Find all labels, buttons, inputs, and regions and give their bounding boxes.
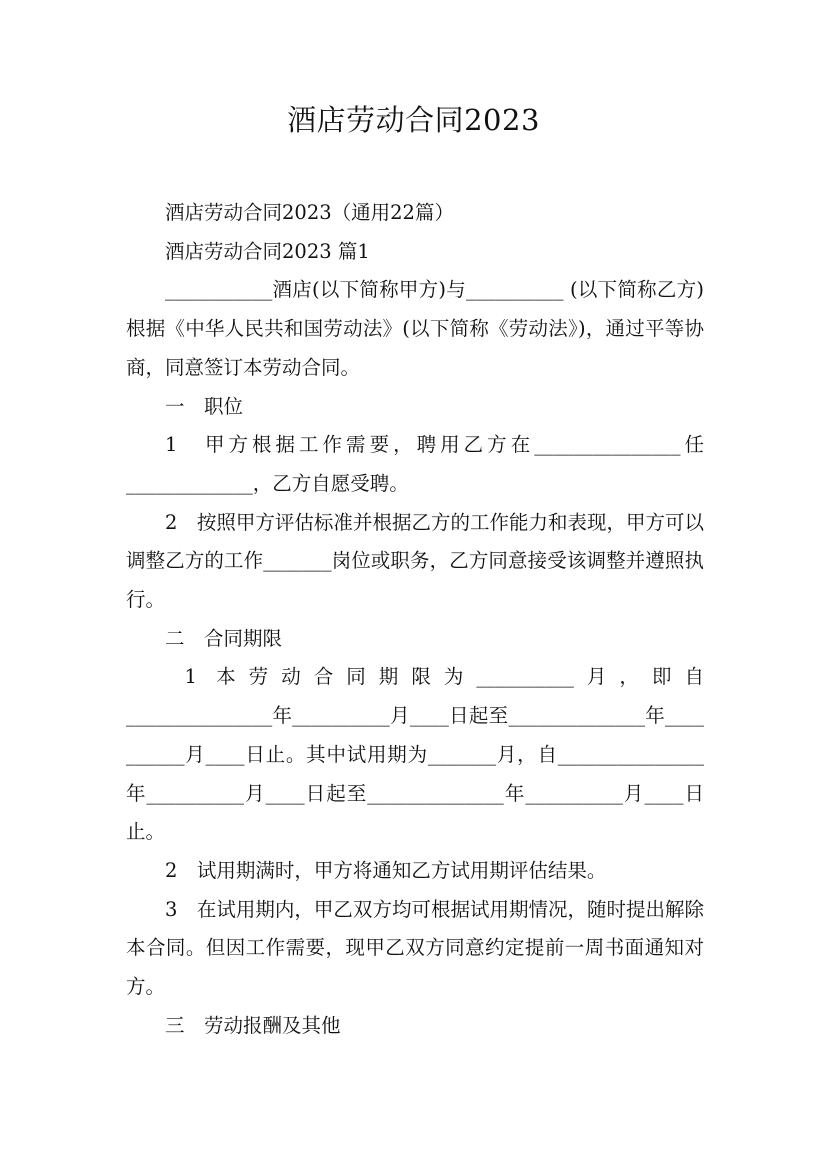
document-title: 酒店劳动合同2023: [287, 103, 540, 137]
paragraph-heading-position: 一 职位: [165, 394, 244, 418]
paragraph-term-dates: _______________年__________月____日起至______________年__________月____日止。其中试用期为_______月，自_______________年__________月____日起至______________年__________月____日止。: [126, 704, 704, 844]
paragraph-term-3: 3 在试用期内，甲乙双方均可根据试用期情况，随时提出解除本合同。但因工作需要，现甲乙双方同意约定提前一周书面通知对方。: [126, 897, 704, 999]
paragraph-section-heading: 酒店劳动合同2023 篇1: [165, 239, 370, 263]
paragraph-parties: ___________酒店(以下简称甲方)与__________ (以下简称乙方)根据《中华人民共和国劳动法》(以下简称《劳动法》)，通过平等协商，同意签订本劳动合同。: [126, 278, 704, 379]
paragraph-term-2: 2 试用期满时，甲方将通知乙方试用期评估结果。: [165, 858, 607, 882]
paragraph-position-2: 2 按照甲方评估标准并根据乙方的工作能力和表现，甲方可以调整乙方的工作_______岗位或职务，乙方同意接受该调整并遵照执行。: [126, 510, 704, 612]
paragraph-term-1: 1 本劳动合同期限为__________月，即自: [184, 665, 704, 689]
paragraph-heading-term: 二 合同期限: [165, 626, 283, 650]
paragraph-heading-pay: 三 劳动报酬及其他: [165, 1013, 341, 1037]
paragraph-position-1: 1 甲方根据工作需要，聘用乙方在_______________任_____________，乙方自愿受聘。: [126, 433, 704, 495]
document-body: [126, 194, 704, 1045]
paragraph-subtitle: 酒店劳动合同2023（通用22篇）: [165, 201, 454, 224]
